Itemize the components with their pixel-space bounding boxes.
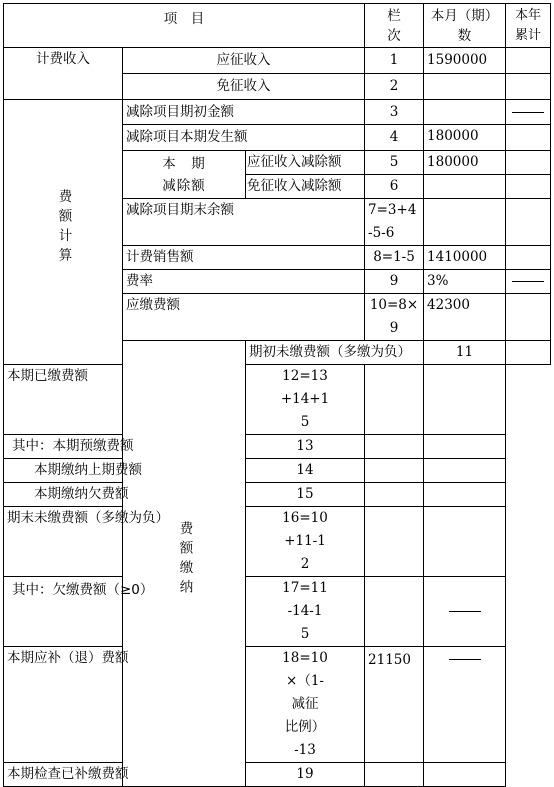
deduction-group-label: 本 期 减除额 [123,151,246,199]
row-name: 应征收入减除额 [246,151,365,175]
row-name: 期初未缴费额（多缴为负） [246,341,424,365]
row-year-value [506,151,551,175]
row-line-no: 11 [424,341,506,365]
row-year-value [424,483,506,507]
row-month-value: 1410000 [424,246,506,270]
row-year-dash [506,270,551,294]
row-month-value [365,507,424,577]
row-name: 本期已缴费额 [4,365,246,435]
row-year-value [424,763,506,787]
table-row [4,507,551,577]
row-month-value: 3% [424,270,506,294]
fee-calculation-table [3,3,551,787]
row-year-value [506,125,551,151]
row-month-value [424,199,506,246]
row-line-no: 9 [365,270,424,294]
row-year-dash [506,100,551,125]
section-label-pay-text: 费额缴纳 [176,520,193,599]
row-name: 本期应补（退）费额 [4,647,246,763]
section-label-calc-text: 费额计算 [55,189,72,267]
dash-mark [449,611,481,612]
row-name: 减除项目本期发生额 [123,125,365,151]
row-year-value [424,365,506,435]
row-month-value [424,175,506,199]
row-line-no: 19 [246,763,365,787]
row-name: 计费销售额 [123,246,365,270]
row-month-value: 180000 [424,125,506,151]
row-month-value: 180000 [424,151,506,175]
table-row [4,48,551,74]
dash-mark [512,281,544,282]
row-year-value [424,507,506,577]
row-name: 减除项目期末余额 [123,199,365,246]
row-line-no: 4 [365,125,424,151]
row-line-no: 18=10 ×（1- 减征 比例） -13 [246,647,365,763]
header-year: 本年 累计 [506,4,551,48]
section-label-calc [4,100,123,365]
row-month-value [424,100,506,125]
row-name: 应征收入 [123,48,365,74]
row-year-dash [424,577,506,647]
dash-mark [512,112,544,113]
row-line-no: 17=11 -14-1 5 [246,577,365,647]
row-year-value [424,435,506,459]
row-month-value [365,763,424,787]
row-name: 期末未缴费额（多缴为负） [4,507,246,577]
row-line-no: 14 [246,459,365,483]
row-month-value [365,577,424,647]
row-month-value: 21150 [365,647,424,763]
header-item: 项 目 [4,4,365,48]
row-year-value [506,246,551,270]
table-row [4,647,551,763]
section-label-income: 计费收入 [4,48,123,100]
row-year-value [506,294,551,341]
row-year-value [506,48,551,74]
row-year-value [506,199,551,246]
table-row [4,459,551,483]
row-month-value [365,435,424,459]
table-row [4,577,551,647]
table-row [4,763,551,787]
row-line-no: 12=13 +14+1 5 [246,365,365,435]
row-line-no: 5 [365,151,424,175]
row-name: 本期检查已补缴费额 [4,763,246,787]
row-name: 应缴费额 [123,294,365,341]
row-name: 其中：欠缴费额（≥0） [4,577,246,647]
row-line-no: 15 [246,483,365,507]
row-month-value [365,459,424,483]
row-name: 免征收入 [123,74,365,100]
row-name: 本期缴纳上期费额 [4,459,246,483]
row-line-no: 7=3+4 -5-6 [365,199,424,246]
row-month-value [365,483,424,507]
row-year-value [424,459,506,483]
row-line-no: 1 [365,48,424,74]
row-line-no: 6 [365,175,424,199]
row-month-value [424,74,506,100]
header-line-no: 栏 次 [365,4,424,48]
row-line-no: 16=10 +11-1 2 [246,507,365,577]
row-name: 费率 [123,270,365,294]
row-year-value [506,175,551,199]
row-month-value: 1590000 [424,48,506,74]
table-row [4,483,551,507]
header-month: 本月（期） 数 [424,4,506,48]
row-month-value: 42300 [424,294,506,341]
table-row [4,435,551,459]
row-year-value [506,74,551,100]
table-row [4,365,551,435]
table-row [4,100,551,125]
row-year-dash [424,647,506,763]
row-name: 减除项目期初金额 [123,100,365,125]
row-month-value [506,341,551,365]
row-line-no: 10=8× 9 [365,294,424,341]
row-name: 其中：本期预缴费额 [4,435,246,459]
row-name: 本期缴纳欠费额 [4,483,246,507]
row-line-no: 3 [365,100,424,125]
header-row [4,4,551,48]
row-line-no: 13 [246,435,365,459]
row-line-no: 2 [365,74,424,100]
row-month-value [365,365,424,435]
row-name: 免征收入减除额 [246,175,365,199]
dash-mark [449,659,481,660]
row-line-no: 8=1-5 [365,246,424,270]
